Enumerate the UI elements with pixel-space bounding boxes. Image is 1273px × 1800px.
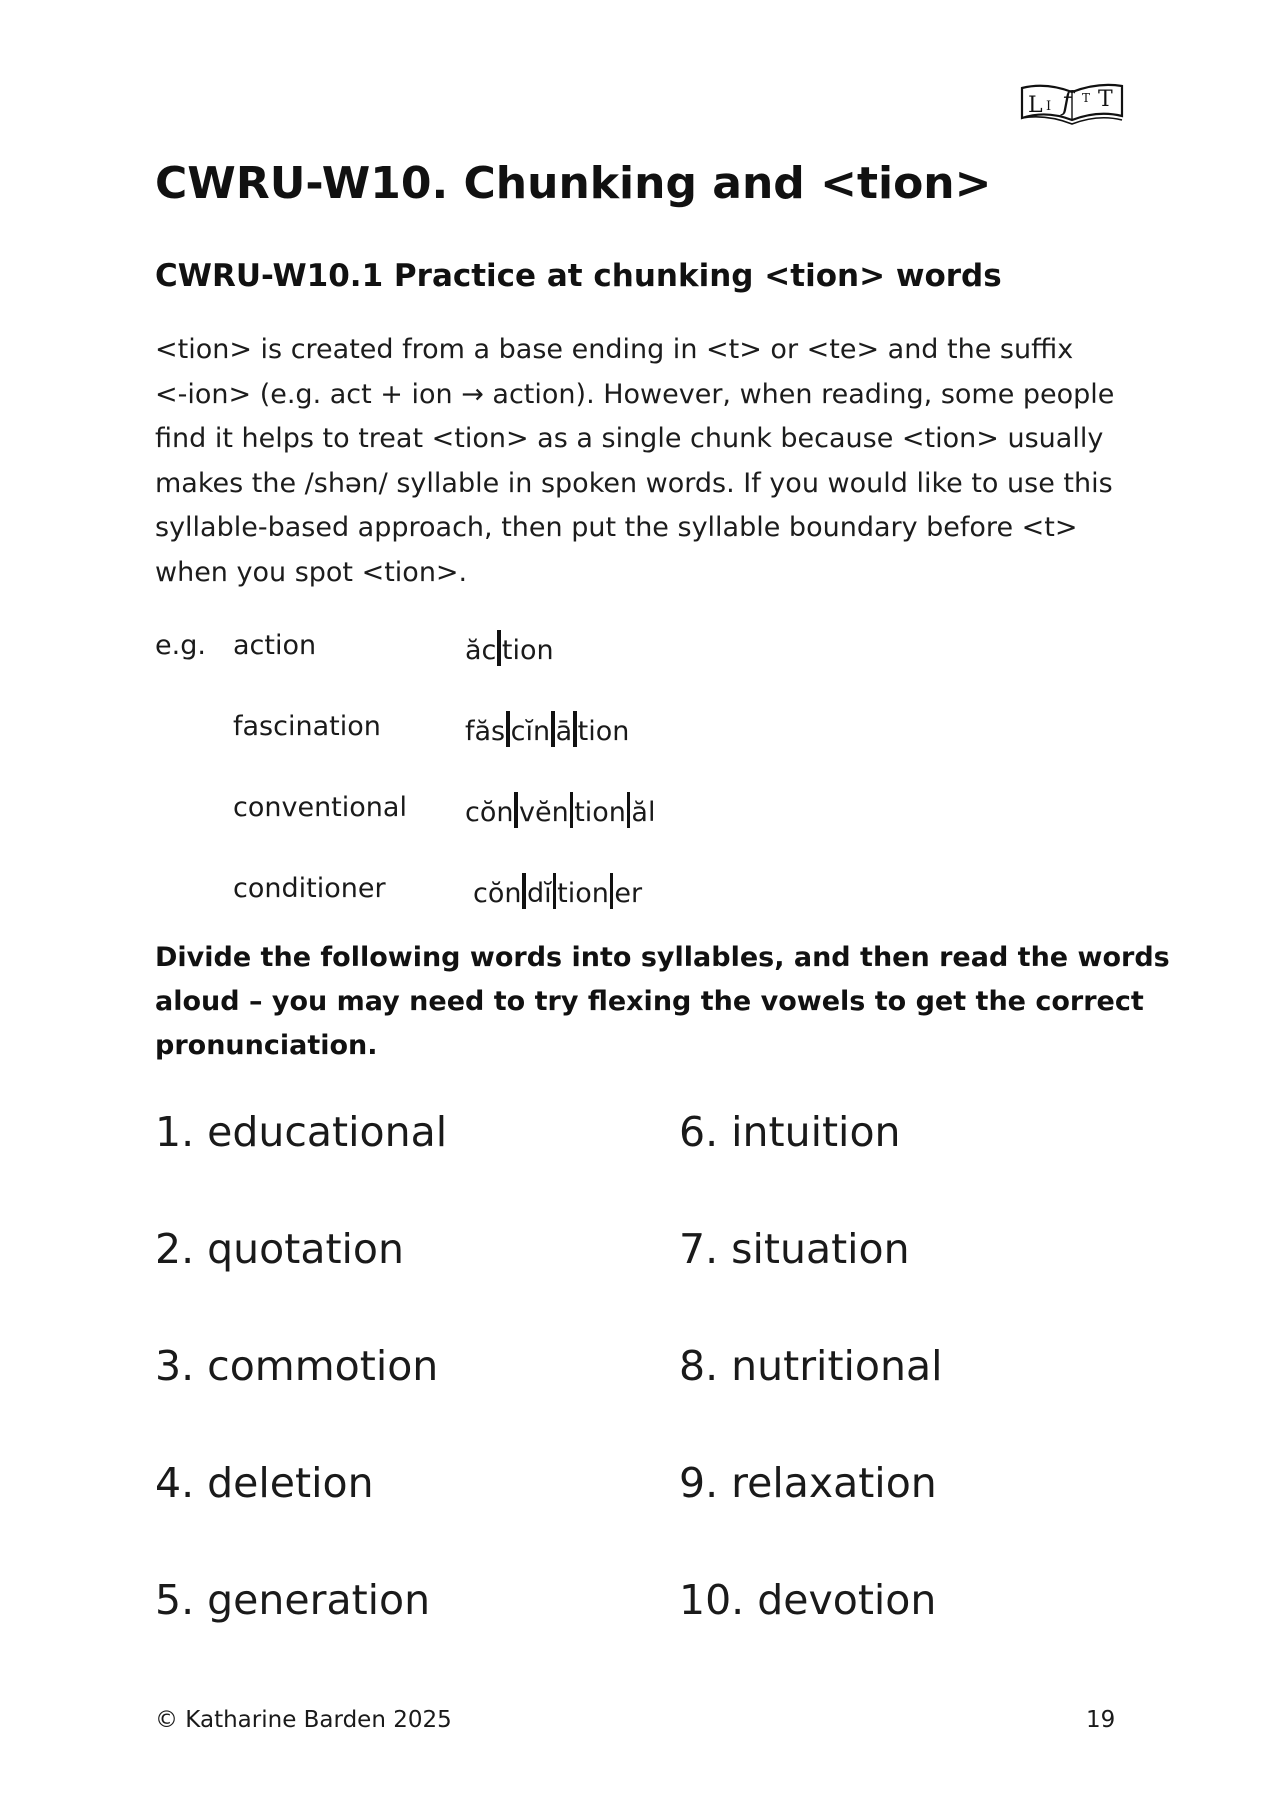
- syllable-chunk: cĭn: [510, 716, 551, 747]
- example-row: [155, 782, 855, 863]
- intro-line: makes the /shən/ syllable in spoken words. If you would like to use this: [155, 467, 1113, 499]
- syllable-boundary: [627, 792, 631, 828]
- intro-line: <tion> is created from a base ending in <t> or <te> and the suffix: [155, 334, 1074, 365]
- syllable-chunk: ăc: [465, 635, 497, 666]
- word-item: 1. educational: [155, 1108, 448, 1156]
- copyright-notice: © Katharine Barden 2025: [155, 1707, 452, 1733]
- examples-table: [155, 620, 855, 944]
- section-title: CWRU-W10.1 Practice at chunking <tion> words: [155, 258, 1002, 294]
- svg-text:I: I: [1046, 99, 1052, 114]
- word-item: 5. generation: [155, 1576, 431, 1624]
- syllable-boundary: [551, 711, 555, 747]
- syllable-chunk: vĕn: [518, 797, 569, 828]
- syllable-boundary: [570, 792, 574, 828]
- syllable-chunk: tion: [557, 878, 609, 909]
- word-item: 4. deletion: [155, 1459, 374, 1507]
- syllable-boundary: [522, 873, 526, 909]
- svg-text:L: L: [1028, 93, 1043, 118]
- instruction-line: aloud – you may need to try flexing the vowels to get the correct: [155, 986, 1144, 1017]
- example-word: conditioner: [233, 873, 386, 904]
- word-item: 9. relaxation: [679, 1459, 937, 1507]
- example-chunks: [465, 630, 554, 666]
- example-chunks: [465, 711, 629, 747]
- word-item: 3. commotion: [155, 1342, 439, 1390]
- instruction-line: Divide the following words into syllables, and then read the words: [155, 942, 1170, 973]
- syllable-chunk: cŏn: [473, 878, 522, 909]
- page-title: CWRU-W10. Chunking and <tion>: [155, 158, 992, 209]
- syllable-boundary: [573, 711, 577, 747]
- svg-text:T: T: [1098, 87, 1113, 112]
- example-word: conventional: [233, 792, 407, 823]
- example-row: [155, 701, 855, 782]
- syllable-chunk: tion: [574, 797, 626, 828]
- syllable-boundary: [610, 873, 614, 909]
- lift-logo: [1018, 80, 1126, 140]
- syllable-chunk: er: [614, 878, 643, 909]
- word-list: [155, 1108, 1115, 1648]
- syllable-chunk: tion: [577, 716, 630, 747]
- intro-paragraph: [155, 328, 1115, 595]
- instruction-line: pronunciation.: [155, 1030, 378, 1061]
- example-chunks: [473, 873, 642, 909]
- syllable-boundary: [553, 873, 557, 909]
- intro-line: when you spot <tion>.: [155, 556, 468, 588]
- intro-line: find it helps to treat <tion> as a single chunk because <tion> usually: [155, 423, 1104, 454]
- page-number: 19: [1086, 1707, 1116, 1733]
- word-item: 6. intuition: [679, 1108, 901, 1156]
- syllable-chunk: ăl: [631, 797, 656, 828]
- example-row: [155, 863, 855, 944]
- word-item: 7. situation: [679, 1225, 910, 1273]
- example-word: fascination: [233, 711, 381, 742]
- intro-line: <-ion> (e.g. act + ion → action). However, when reading, some people: [155, 378, 1115, 410]
- svg-text:f: f: [1062, 87, 1072, 117]
- word-item: 10. devotion: [679, 1576, 937, 1624]
- syllable-chunk: tion: [501, 635, 554, 666]
- syllable-chunk: ā: [555, 716, 573, 747]
- word-item: 2. quotation: [155, 1225, 404, 1273]
- syllable-chunk: făs: [465, 716, 506, 747]
- example-word: action: [233, 630, 317, 661]
- example-label: e.g.: [155, 630, 206, 661]
- example-row: [155, 620, 855, 701]
- example-chunks: [465, 792, 655, 828]
- word-item: 8. nutritional: [679, 1342, 943, 1390]
- intro-line: syllable-based approach, then put the syllable boundary before <t>: [155, 512, 1078, 543]
- syllable-chunk: cŏn: [465, 797, 514, 828]
- syllable-boundary: [506, 711, 510, 747]
- svg-text:T: T: [1082, 91, 1091, 105]
- syllable-chunk: dĭ: [526, 878, 552, 909]
- instruction-paragraph: [155, 936, 1170, 1068]
- open-book-logo-icon: [1018, 80, 1126, 140]
- syllable-boundary: [514, 792, 518, 828]
- syllable-boundary: [497, 630, 501, 666]
